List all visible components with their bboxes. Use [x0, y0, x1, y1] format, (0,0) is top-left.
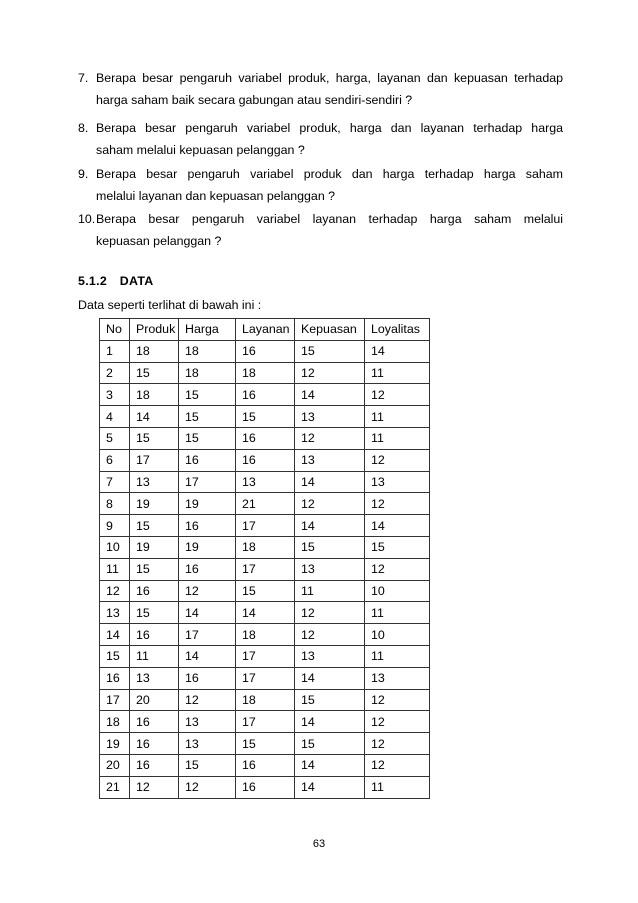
table-cell: 12	[179, 776, 236, 798]
table-cell: 12	[295, 602, 365, 624]
table-cell: 13	[295, 406, 365, 428]
table-header-row	[100, 319, 430, 341]
table-cell: 11	[365, 602, 430, 624]
table-cell: 18	[236, 689, 295, 711]
table-cell: 18	[179, 340, 236, 362]
table-cell: 12	[365, 733, 430, 755]
table-row	[100, 340, 430, 362]
table-row	[100, 493, 430, 515]
table-cell: 10	[365, 624, 430, 646]
table-cell: 17	[236, 515, 295, 537]
table-row	[100, 624, 430, 646]
header-loyalitas: Loyalitas	[365, 319, 430, 341]
question-text-line1: Berapa besar pengaruh variabel produk dan harga terhadap harga saham	[96, 167, 563, 181]
table-cell: 14	[295, 776, 365, 798]
table-cell: 18	[236, 362, 295, 384]
table-cell: 18	[130, 384, 179, 406]
table-cell: 14	[100, 624, 130, 646]
table-cell: 12	[365, 558, 430, 580]
table-cell: 12	[365, 384, 430, 406]
table-cell: 13	[130, 667, 179, 689]
table-cell: 16	[130, 754, 179, 776]
table-cell: 13	[295, 645, 365, 667]
table-cell: 16	[236, 384, 295, 406]
table-cell: 15	[295, 340, 365, 362]
question-text-line1: Berapa besar pengaruh variabel layanan terhadap harga saham melalui	[96, 212, 563, 226]
table-cell: 16	[179, 667, 236, 689]
table-cell: 12	[295, 427, 365, 449]
table-cell: 13	[365, 667, 430, 689]
table-cell: 16	[130, 711, 179, 733]
header-produk: Produk	[130, 319, 179, 341]
table-cell: 17	[236, 645, 295, 667]
table-cell: 18	[236, 624, 295, 646]
header-no: No	[100, 319, 130, 341]
table-cell: 15	[179, 384, 236, 406]
table-cell: 14	[130, 406, 179, 428]
table-cell: 15	[130, 427, 179, 449]
table-cell: 6	[100, 449, 130, 471]
table-cell: 11	[365, 776, 430, 798]
table-row	[100, 711, 430, 733]
table-cell: 14	[295, 667, 365, 689]
table-cell: 14	[179, 602, 236, 624]
table-row	[100, 362, 430, 384]
table-cell: 16	[236, 776, 295, 798]
table-row	[100, 515, 430, 537]
table-cell: 13	[100, 602, 130, 624]
table-cell: 12	[295, 624, 365, 646]
table-cell: 13	[179, 711, 236, 733]
table-cell: 17	[179, 471, 236, 493]
table-cell: 17	[236, 558, 295, 580]
table-cell: 11	[365, 427, 430, 449]
table-row	[100, 449, 430, 471]
table-cell: 15	[236, 733, 295, 755]
page-number: 63	[312, 838, 326, 850]
header-kepuasan: Kepuasan	[295, 319, 365, 341]
table-cell: 17	[100, 689, 130, 711]
table-cell: 15	[130, 558, 179, 580]
table-cell: 11	[100, 558, 130, 580]
table-cell: 12	[295, 493, 365, 515]
table-row	[100, 384, 430, 406]
question-number: 7.	[78, 71, 89, 85]
table-cell: 17	[130, 449, 179, 471]
table-cell: 2	[100, 362, 130, 384]
question-text-line2: kepuasan pelanggan ?	[96, 234, 222, 248]
table-row	[100, 667, 430, 689]
question-7	[78, 67, 563, 111]
table-row	[100, 536, 430, 558]
table-cell: 16	[130, 733, 179, 755]
table-cell: 13	[295, 558, 365, 580]
table-cell: 16	[100, 667, 130, 689]
table-cell: 16	[179, 558, 236, 580]
table-cell: 15	[365, 536, 430, 558]
table-cell: 13	[365, 471, 430, 493]
table-cell: 15	[179, 427, 236, 449]
table-row	[100, 754, 430, 776]
table-cell: 5	[100, 427, 130, 449]
header-layanan: Layanan	[236, 319, 295, 341]
question-text-line1: Berapa besar pengaruh variabel produk, harga dan layanan terhadap harga	[96, 121, 563, 135]
table-row	[100, 602, 430, 624]
table-cell: 15	[236, 580, 295, 602]
table-cell: 13	[130, 471, 179, 493]
table-cell: 16	[179, 515, 236, 537]
table-cell: 18	[179, 362, 236, 384]
table-cell: 12	[365, 493, 430, 515]
table-cell: 15	[130, 602, 179, 624]
table-row	[100, 580, 430, 602]
intro-text: Data seperti terlihat di bawah ini :	[78, 298, 262, 312]
table-row	[100, 689, 430, 711]
table-cell: 21	[100, 776, 130, 798]
table-cell: 16	[179, 449, 236, 471]
table-cell: 19	[179, 536, 236, 558]
section-title: DATA	[119, 274, 154, 288]
table-cell: 16	[236, 427, 295, 449]
table-cell: 18	[236, 536, 295, 558]
table-row	[100, 733, 430, 755]
question-text-line2: melalui layanan dan kepuasan pelanggan ?	[96, 189, 336, 203]
question-text-line2: harga saham baik secara gabungan atau sendiri-sendiri ?	[96, 93, 413, 107]
question-number: 9.	[78, 167, 89, 181]
question-text-line2: saham melalui kepuasan pelanggan ?	[96, 143, 305, 157]
section-heading	[78, 274, 154, 288]
table-cell: 14	[236, 602, 295, 624]
table-cell: 12	[365, 754, 430, 776]
table-cell: 20	[100, 754, 130, 776]
table-row	[100, 427, 430, 449]
table-cell: 15	[179, 406, 236, 428]
question-10	[78, 208, 563, 252]
table-cell: 11	[365, 362, 430, 384]
table-cell: 12	[365, 449, 430, 471]
table-cell: 14	[295, 384, 365, 406]
table-row	[100, 471, 430, 493]
table-cell: 16	[130, 580, 179, 602]
table-cell: 4	[100, 406, 130, 428]
table-cell: 14	[295, 515, 365, 537]
question-8	[78, 117, 563, 161]
table-cell: 16	[130, 624, 179, 646]
table-row	[100, 406, 430, 428]
section-number: 5.1.2	[78, 274, 108, 288]
table-cell: 15	[295, 689, 365, 711]
table-cell: 10	[100, 536, 130, 558]
table-cell: 12	[100, 580, 130, 602]
table-cell: 17	[236, 711, 295, 733]
question-number: 10.	[78, 212, 96, 226]
table-cell: 18	[130, 340, 179, 362]
table-cell: 12	[130, 776, 179, 798]
table-cell: 11	[295, 580, 365, 602]
table-cell: 17	[236, 667, 295, 689]
table-cell: 15	[130, 515, 179, 537]
table-cell: 21	[236, 493, 295, 515]
table-cell: 16	[236, 340, 295, 362]
table-cell: 15	[130, 362, 179, 384]
table-cell: 19	[130, 493, 179, 515]
table-cell: 17	[179, 624, 236, 646]
table-cell: 15	[236, 406, 295, 428]
header-harga: Harga	[179, 319, 236, 341]
table-cell: 20	[130, 689, 179, 711]
table-cell: 12	[179, 580, 236, 602]
table-cell: 15	[100, 645, 130, 667]
question-text-line1: Berapa besar pengaruh variabel produk, harga, layanan dan kepuasan terhadap	[96, 71, 563, 85]
table-cell: 12	[365, 711, 430, 733]
table-cell: 1	[100, 340, 130, 362]
table-cell: 10	[365, 580, 430, 602]
table-cell: 13	[179, 733, 236, 755]
table-cell: 13	[295, 449, 365, 471]
table-cell: 15	[179, 754, 236, 776]
table-cell: 14	[295, 471, 365, 493]
table-cell: 7	[100, 471, 130, 493]
table-cell: 19	[130, 536, 179, 558]
table-cell: 19	[179, 493, 236, 515]
table-row	[100, 776, 430, 798]
table-cell: 15	[295, 733, 365, 755]
table-cell: 13	[236, 471, 295, 493]
table-cell: 18	[100, 711, 130, 733]
table-cell: 14	[295, 754, 365, 776]
table-body	[100, 340, 430, 798]
question-9	[78, 163, 563, 207]
table-cell: 16	[236, 449, 295, 471]
table-cell: 11	[365, 406, 430, 428]
table-cell: 19	[100, 733, 130, 755]
table-cell: 3	[100, 384, 130, 406]
table-cell: 15	[295, 536, 365, 558]
question-number: 8.	[78, 121, 89, 135]
table-cell: 12	[365, 689, 430, 711]
table-cell: 11	[130, 645, 179, 667]
table-cell: 11	[365, 645, 430, 667]
table-cell: 12	[179, 689, 236, 711]
data-table	[99, 318, 430, 799]
table-row	[100, 558, 430, 580]
table-cell: 8	[100, 493, 130, 515]
table-cell: 9	[100, 515, 130, 537]
table-cell: 14	[179, 645, 236, 667]
table-cell: 16	[236, 754, 295, 776]
table-cell: 14	[365, 515, 430, 537]
table-row	[100, 645, 430, 667]
table-cell: 14	[295, 711, 365, 733]
table-cell: 12	[295, 362, 365, 384]
table-cell: 14	[365, 340, 430, 362]
